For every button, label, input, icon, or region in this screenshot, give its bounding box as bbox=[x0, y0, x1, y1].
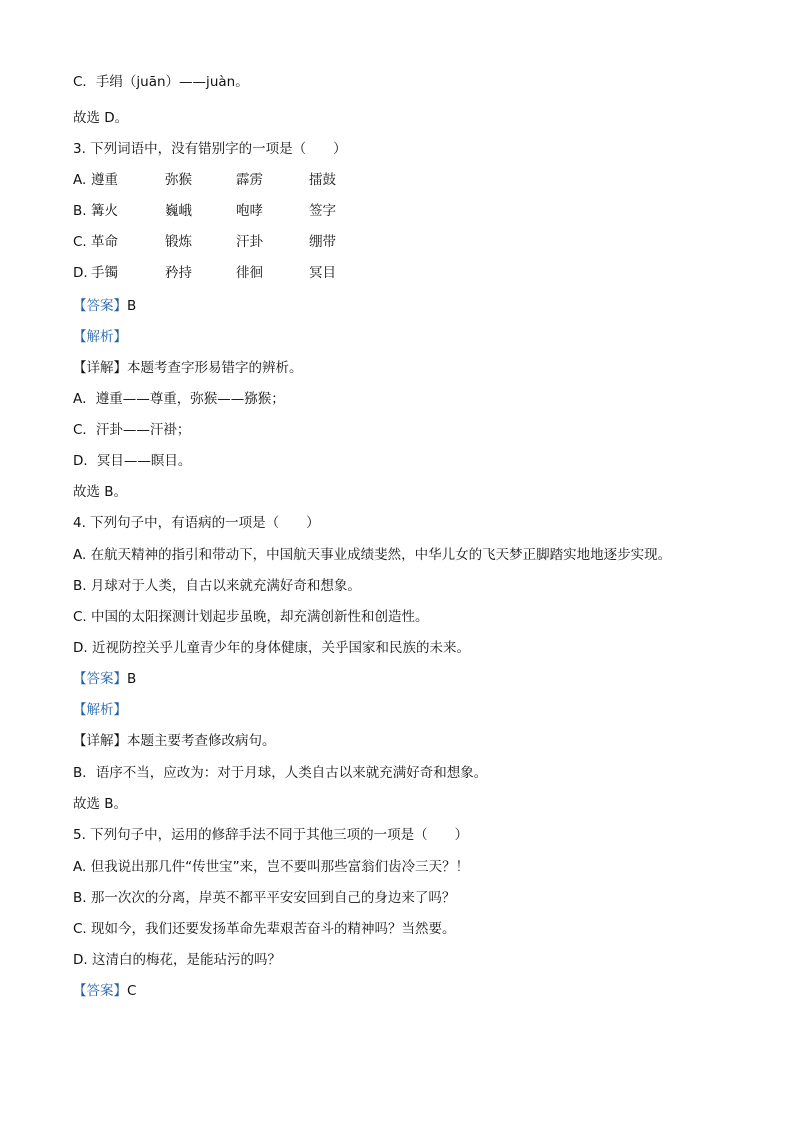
choose-line: 故选 D。 bbox=[73, 110, 129, 126]
question-3: 3. 下列词语中，没有错别字的一项是（ ） bbox=[73, 141, 347, 157]
option-c-previous: C．手绢（juān）——juàn。 bbox=[73, 74, 249, 90]
detail-text: 本题考查字形易错字的辨析。 bbox=[127, 360, 303, 376]
option-word: 咆哮 bbox=[236, 203, 263, 219]
q3-fix-c: C．汗卦——汗褂； bbox=[73, 422, 191, 438]
q3-fix-a: A．遵重——尊重，弥猴——猕猴； bbox=[73, 391, 285, 407]
q3-answer bbox=[73, 295, 136, 317]
option-word: 弥猴 bbox=[165, 172, 192, 188]
question-4: 4. 下列句子中，有语病的一项是（ ） bbox=[73, 515, 320, 531]
option-word: 矜持 bbox=[165, 265, 192, 281]
answer-value: B bbox=[127, 298, 137, 314]
q3-fix-d: D．冥目——瞑目。 bbox=[73, 453, 192, 469]
answer-value: C bbox=[127, 983, 137, 999]
q4-choose: 故选 B。 bbox=[73, 796, 128, 812]
answer-tag: 【答案】 bbox=[73, 671, 127, 687]
option-letter: C. bbox=[73, 234, 87, 250]
option-word: 巍峨 bbox=[165, 203, 192, 219]
option-word: 徘徊 bbox=[236, 265, 263, 281]
q4-option-b: B. 月球对于人类，自古以来就充满好奇和想象。 bbox=[73, 578, 361, 594]
q3-analysis-tag: 【解析】 bbox=[73, 329, 127, 345]
detail-tag: 【详解】 bbox=[73, 360, 127, 376]
option-word: 冥目 bbox=[309, 265, 336, 281]
option-word: 手镯 bbox=[91, 265, 118, 281]
option-word: 汗卦 bbox=[236, 234, 263, 250]
q4-option-d: D. 近视防控关乎儿童青少年的身体健康，关乎国家和民族的未来。 bbox=[73, 640, 470, 656]
option-word: 革命 bbox=[91, 234, 118, 250]
q4-answer bbox=[73, 668, 136, 690]
q5-option-d: D. 这清白的梅花，是能玷污的吗？ bbox=[73, 952, 281, 968]
answer-value: B bbox=[127, 671, 137, 687]
option-word: 锻炼 bbox=[165, 234, 192, 250]
option-word: 擂鼓 bbox=[309, 172, 336, 188]
answer-tag: 【答案】 bbox=[73, 298, 127, 314]
option-letter: B. bbox=[73, 203, 87, 219]
option-letter: D. bbox=[73, 265, 88, 281]
question-5: 5. 下列句子中，运用的修辞手法不同于其他三项的一项是（ ） bbox=[73, 827, 469, 843]
q4-detail bbox=[73, 730, 276, 752]
option-word: 遵重 bbox=[91, 172, 118, 188]
q4-option-c: C. 中国的太阳探测计划起步虽晚，却充满创新性和创造性。 bbox=[73, 609, 429, 625]
q3-choose: 故选 B。 bbox=[73, 484, 128, 500]
detail-tag: 【详解】 bbox=[73, 733, 127, 749]
q5-option-b: B. 那一次次的分离，岸英不都平平安安回到自己的身边来了吗？ bbox=[73, 890, 456, 906]
option-letter: A. bbox=[73, 172, 87, 188]
q4-analysis-tag: 【解析】 bbox=[73, 702, 127, 718]
option-word: 霹雳 bbox=[236, 172, 263, 188]
option-word: 篝火 bbox=[91, 203, 118, 219]
q4-option-a: A. 在航天精神的指引和带动下，中国航天事业成绩斐然，中华儿女的飞天梦正脚踏实地地逐步实现。 bbox=[73, 547, 672, 563]
option-word: 绷带 bbox=[309, 234, 336, 250]
q5-answer bbox=[73, 980, 136, 1002]
answer-tag: 【答案】 bbox=[73, 983, 127, 999]
q3-detail bbox=[73, 357, 303, 379]
q5-option-c: C. 现如今，我们还要发扬革命先辈艰苦奋斗的精神吗？当然要。 bbox=[73, 921, 456, 937]
q5-option-a: A. 但我说出那几件“传世宝”来，岂不要叫那些富翁们齿冷三天？！ bbox=[73, 859, 470, 875]
option-word: 签字 bbox=[309, 203, 336, 219]
detail-text: 本题主要考查修改病句。 bbox=[127, 733, 276, 749]
q4-fix-b: B．语序不当，应改为：对于月球，人类自古以来就充满好奇和想象。 bbox=[73, 765, 488, 781]
